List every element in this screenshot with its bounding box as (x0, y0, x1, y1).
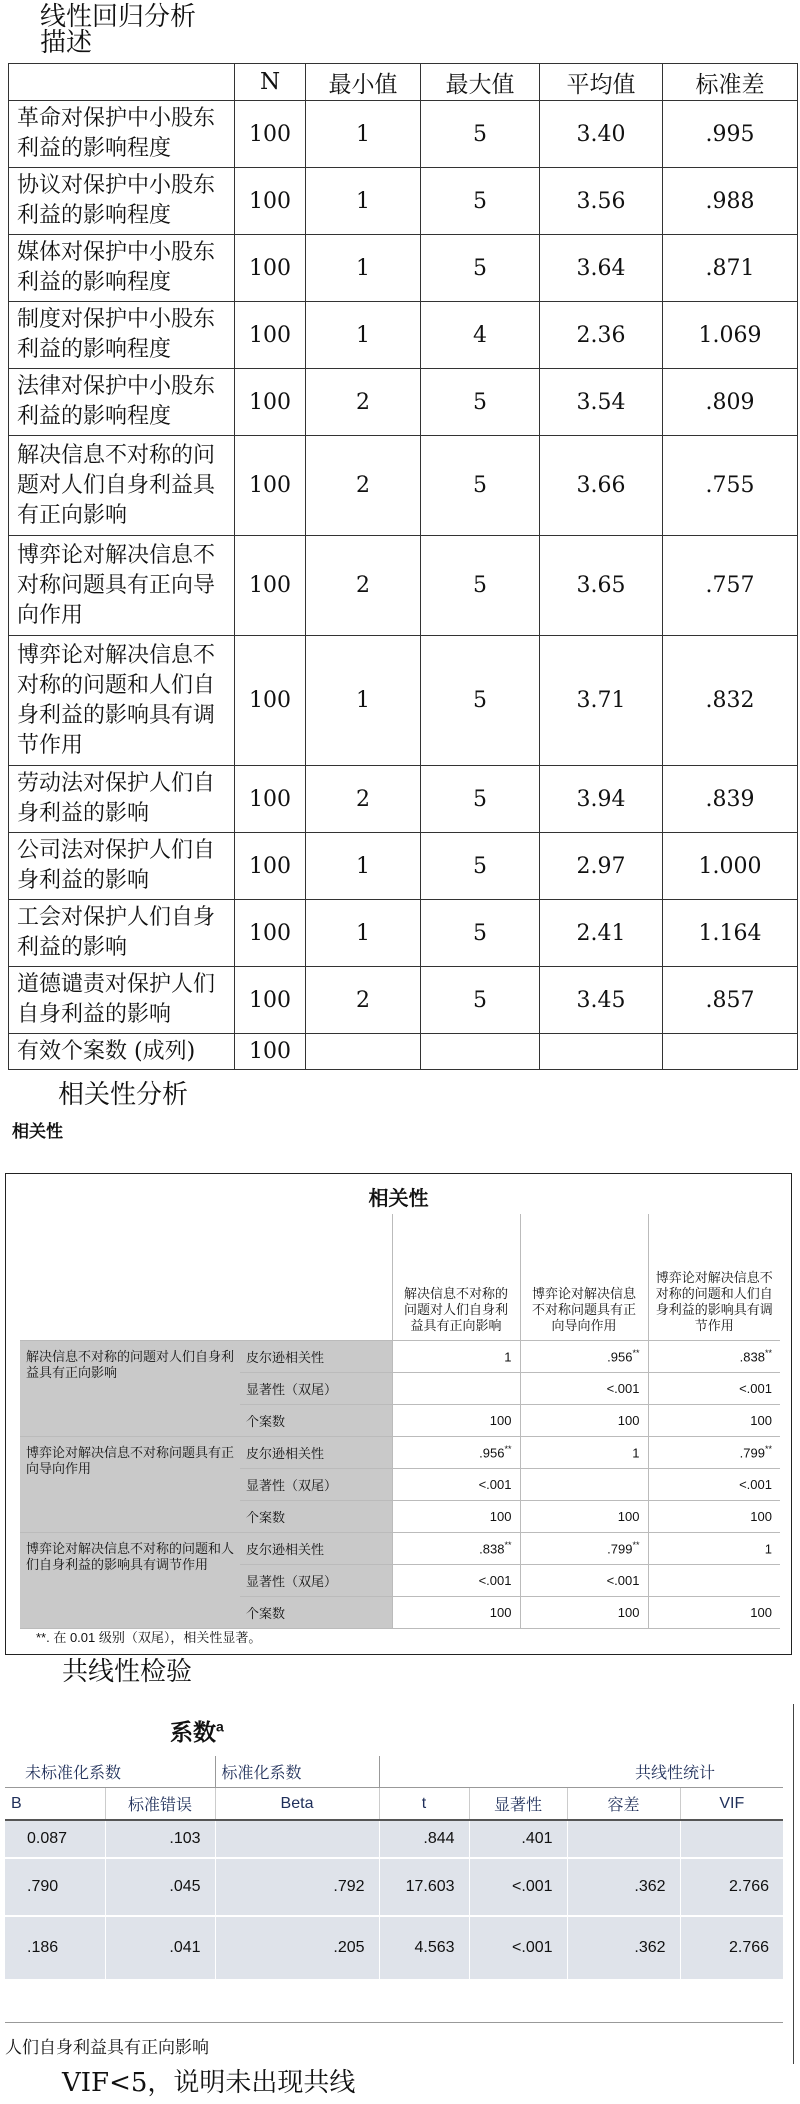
descriptive-row (9, 302, 798, 369)
descriptive-cell-sd: 1.164 (663, 900, 798, 967)
descriptive-row-label: 博弈论对解决信息不对称问题具有正向导向作用 (9, 536, 235, 636)
correlation-stat-label: 显著性（双尾） (240, 1565, 392, 1597)
coef-cell: .790 (5, 1858, 105, 1916)
descriptive-cell-n: 100 (235, 766, 306, 833)
descriptive-cell-sd: .832 (663, 636, 798, 766)
correlation-row-label: 博弈论对解决信息不对称问题具有正向导向作用 (20, 1437, 240, 1533)
descriptive-cell-max: 5 (421, 369, 540, 436)
coef-cell: 0.087 (5, 1820, 105, 1858)
correlation-stat-label: 皮尔逊相关性 (240, 1437, 392, 1469)
descriptive-cell-min: 2 (306, 369, 421, 436)
significance-marker: ** (504, 1444, 512, 1455)
descriptive-cell-mean: 3.64 (540, 235, 663, 302)
coef-cell: .792 (215, 1858, 379, 1916)
correlation-value: .956 (607, 1349, 633, 1365)
descriptive-cell-n: 100 (235, 636, 306, 766)
correlation-footnote: **. 在 0.01 级别（双尾），相关性显著。 (36, 1630, 262, 1645)
coef-cell: <.001 (469, 1858, 567, 1916)
descriptive-row (9, 101, 798, 168)
coefficients-screenshot (5, 1704, 794, 2064)
descriptive-cell-min (306, 1034, 421, 1070)
correlation-value: 100 (617, 1413, 640, 1428)
descriptive-row (9, 766, 798, 833)
descriptive-row-label: 媒体对保护中小股东利益的影响程度 (9, 235, 235, 302)
descriptive-cell-max: 4 (421, 302, 540, 369)
descriptive-cell-sd: .995 (663, 101, 798, 168)
correlation-row-label: 博弈论对解决信息不对称的问题和人们自身利益的影响具有调节作用 (20, 1533, 240, 1629)
correlation-stat-label: 个案数 (240, 1501, 392, 1533)
correlation-cell (392, 1469, 520, 1501)
descriptive-cell-max: 5 (421, 967, 540, 1034)
descriptive-col-header: 平均值 (540, 64, 663, 101)
descriptive-cell-sd: .839 (663, 766, 798, 833)
correlation-cell (648, 1341, 780, 1373)
correlation-cell (520, 1341, 648, 1373)
coefficients-title: 系数$^a$ (170, 1718, 224, 1745)
correlation-cell (648, 1373, 780, 1405)
correlation-value: 100 (750, 1509, 772, 1524)
correlation-value: 100 (489, 1509, 512, 1524)
descriptive-row-label: 道德谴责对保护人们自身利益的影响 (9, 967, 235, 1034)
descriptive-cell-min: 1 (306, 235, 421, 302)
correlation-value: 100 (617, 1605, 640, 1620)
coef-col-header: 标准错误 (105, 1788, 215, 1821)
descriptive-cell-mean: 2.36 (540, 302, 663, 369)
descriptive-cell-n: 100 (235, 1034, 306, 1070)
correlation-value: 1 (764, 1541, 772, 1557)
descriptive-cell-min: 2 (306, 536, 421, 636)
coef-cell: .186 (5, 1916, 105, 1979)
coef-cell: .362 (567, 1858, 680, 1916)
descriptive-cell-n: 100 (235, 101, 306, 168)
descriptive-cell-sd: .757 (663, 536, 798, 636)
descriptive-cell-mean: 3.65 (540, 536, 663, 636)
descriptive-cell-sd (663, 1034, 798, 1070)
correlation-screenshot (5, 1173, 792, 1655)
descriptive-row (9, 369, 798, 436)
descriptive-cell-mean (540, 1034, 663, 1070)
correlation-cell (392, 1565, 520, 1597)
correlation-value: <.001 (606, 1381, 640, 1396)
coefficients-row (5, 1858, 783, 1916)
significance-marker: ** (632, 1348, 640, 1359)
descriptive-cell-mean: 2.41 (540, 900, 663, 967)
heading-descriptive: 描述 (40, 28, 93, 58)
correlation-small-title: 相关性 (12, 1122, 63, 1141)
descriptive-row-label: 协议对保护中小股东利益的影响程度 (9, 168, 235, 235)
descriptive-row-label: 解决信息不对称的问题对人们自身利益具有正向影响 (9, 436, 235, 536)
descriptive-cell-max (421, 1034, 540, 1070)
descriptive-col-header: 最小值 (306, 64, 421, 101)
coef-cell (567, 1820, 680, 1858)
descriptive-cell-min: 2 (306, 967, 421, 1034)
descriptive-cell-max: 5 (421, 636, 540, 766)
descriptive-cell-mean: 3.56 (540, 168, 663, 235)
descriptive-cell-sd: .988 (663, 168, 798, 235)
correlation-stat-label: 皮尔逊相关性 (240, 1533, 392, 1565)
descriptive-row (9, 235, 798, 302)
coefficients-row (5, 1916, 783, 1979)
descriptive-cell-min: 1 (306, 302, 421, 369)
descriptive-cell-mean: 3.66 (540, 436, 663, 536)
descriptive-row (9, 833, 798, 900)
coef-cell: .041 (105, 1916, 215, 1979)
correlation-value: <.001 (606, 1573, 640, 1588)
descriptive-cell-sd: 1.069 (663, 302, 798, 369)
coefficients-table (5, 1756, 783, 1979)
coef-cell (680, 1820, 783, 1858)
descriptive-col-header: 最大值 (421, 64, 540, 101)
descriptive-cell-max: 5 (421, 168, 540, 235)
correlation-corner (240, 1214, 392, 1341)
correlation-stat-label: 个案数 (240, 1405, 392, 1437)
coef-group-blank (379, 1756, 469, 1788)
descriptive-cell-mean: 3.54 (540, 369, 663, 436)
significance-marker: ** (504, 1540, 512, 1551)
coefficients-col-header-row (5, 1788, 783, 1821)
descriptive-cell-max: 5 (421, 436, 540, 536)
correlation-cell (520, 1405, 648, 1437)
descriptive-row-label: 公司法对保护人们自身利益的影响 (9, 833, 235, 900)
descriptive-col-header (9, 64, 235, 101)
coef-group-blank (469, 1756, 567, 1788)
descriptive-row (9, 168, 798, 235)
coefficients-footnote: 人们自身利益具有正向影响 (5, 2022, 783, 2058)
descriptive-cell-mean: 3.45 (540, 967, 663, 1034)
descriptive-cell-mean: 3.40 (540, 101, 663, 168)
descriptive-row (9, 636, 798, 766)
correlation-value: .838 (739, 1349, 765, 1365)
descriptive-cell-sd: 1.000 (663, 833, 798, 900)
correlation-value: 100 (750, 1605, 772, 1620)
correlation-value: 100 (489, 1605, 512, 1620)
correlation-cell (392, 1501, 520, 1533)
descriptive-cell-max: 5 (421, 536, 540, 636)
correlation-cell (648, 1565, 780, 1597)
descriptive-cell-n: 100 (235, 900, 306, 967)
coefficients-row (5, 1820, 783, 1858)
correlation-cell (520, 1469, 648, 1501)
correlation-cell (520, 1533, 648, 1565)
correlation-value: 1 (504, 1349, 512, 1365)
descriptive-cell-mean: 2.97 (540, 833, 663, 900)
coef-cell: .103 (105, 1820, 215, 1858)
correlation-stat-label: 皮尔逊相关性 (240, 1341, 392, 1373)
correlation-value: .838 (479, 1541, 505, 1557)
descriptive-row (9, 900, 798, 967)
heading-linear-regression: 线性回归分析 (40, 2, 197, 32)
descriptive-cell-min: 2 (306, 436, 421, 536)
heading-conclusion: VIF<5，说明未出现共线 (62, 2068, 356, 2098)
correlation-stat-label: 个案数 (240, 1597, 392, 1629)
correlation-value: .799 (739, 1445, 765, 1461)
coef-cell: .362 (567, 1916, 680, 1979)
correlation-cell (648, 1405, 780, 1437)
descriptive-cell-min: 1 (306, 101, 421, 168)
coef-col-header: VIF (680, 1788, 783, 1821)
descriptive-cell-max: 5 (421, 101, 540, 168)
correlation-cell (648, 1469, 780, 1501)
descriptive-cell-min: 1 (306, 636, 421, 766)
descriptive-cell-min: 1 (306, 833, 421, 900)
coef-cell: 2.766 (680, 1916, 783, 1979)
descriptive-cell-n: 100 (235, 302, 306, 369)
correlation-value: 1 (632, 1445, 640, 1461)
descriptive-row (9, 967, 798, 1034)
coef-cell: .045 (105, 1858, 215, 1916)
correlation-value: <.001 (739, 1477, 772, 1492)
heading-collinearity: 共线性检验 (62, 1657, 193, 1687)
descriptive-cell-n: 100 (235, 369, 306, 436)
descriptive-cell-sd: .809 (663, 369, 798, 436)
coef-group-unstd: 未标准化系数 (5, 1756, 215, 1788)
descriptive-cell-sd: .755 (663, 436, 798, 536)
correlation-value: 100 (617, 1509, 640, 1524)
descriptive-cell-n: 100 (235, 168, 306, 235)
coef-cell: .401 (469, 1820, 567, 1858)
correlation-title: 相关性 (368, 1188, 429, 1210)
descriptive-row-label: 工会对保护人们自身利益的影响 (9, 900, 235, 967)
descriptive-row-label: 有效个案数 (成列) (9, 1034, 235, 1070)
descriptive-cell-max: 5 (421, 833, 540, 900)
descriptive-row-label: 制度对保护中小股东利益的影响程度 (9, 302, 235, 369)
correlation-value: 100 (750, 1413, 772, 1428)
coef-group-collin: 共线性统计 (567, 1756, 783, 1788)
correlation-value: <.001 (478, 1573, 512, 1588)
correlation-cell (392, 1533, 520, 1565)
correlation-cell (392, 1405, 520, 1437)
correlation-value: <.001 (478, 1477, 512, 1492)
correlation-row-label: 解决信息不对称的问题对人们自身利益具有正向影响 (20, 1341, 240, 1437)
descriptive-row (9, 436, 798, 536)
correlation-cell (520, 1597, 648, 1629)
correlation-cell (392, 1437, 520, 1469)
descriptive-cell-min: 1 (306, 168, 421, 235)
descriptive-cell-n: 100 (235, 436, 306, 536)
significance-marker: ** (764, 1348, 772, 1359)
coef-col-header: 显著性 (469, 1788, 567, 1821)
descriptive-col-header: N (235, 64, 306, 101)
descriptive-cell-n: 100 (235, 967, 306, 1034)
coef-cell: 4.563 (379, 1916, 469, 1979)
descriptive-cell-sd: .857 (663, 967, 798, 1034)
correlation-row (20, 1437, 780, 1469)
correlation-cell (648, 1597, 780, 1629)
coef-cell: .844 (379, 1820, 469, 1858)
correlation-table (20, 1214, 780, 1629)
coef-col-header: t (379, 1788, 469, 1821)
correlation-col-header: 解决信息不对称的问题对人们自身利益具有正向影响 (392, 1214, 520, 1341)
descriptive-row (9, 1034, 798, 1070)
correlation-stat-label: 显著性（双尾） (240, 1373, 392, 1405)
descriptive-row-label: 劳动法对保护人们自身利益的影响 (9, 766, 235, 833)
correlation-cell (648, 1437, 780, 1469)
descriptive-header-row (9, 64, 798, 101)
correlation-corner (20, 1214, 240, 1341)
correlation-value: .799 (607, 1541, 633, 1557)
coef-cell: .205 (215, 1916, 379, 1979)
correlation-stat-label: 显著性（双尾） (240, 1469, 392, 1501)
correlation-cell (648, 1533, 780, 1565)
heading-correlation-analysis: 相关性分析 (58, 1080, 189, 1110)
correlation-value: .956 (479, 1445, 505, 1461)
descriptive-row-label: 革命对保护中小股东利益的影响程度 (9, 101, 235, 168)
coef-cell (215, 1820, 379, 1858)
coef-cell: 17.603 (379, 1858, 469, 1916)
correlation-row (20, 1341, 780, 1373)
coef-group-std: 标准化系数 (215, 1756, 379, 1788)
coefficients-group-header-row (5, 1756, 783, 1788)
correlation-cell (392, 1373, 520, 1405)
coef-col-header: B (5, 1788, 105, 1821)
descriptive-col-header: 标准差 (663, 64, 798, 101)
descriptive-row-label: 法律对保护中小股东利益的影响程度 (9, 369, 235, 436)
descriptive-cell-n: 100 (235, 235, 306, 302)
coef-cell: 2.766 (680, 1858, 783, 1916)
significance-marker: ** (764, 1444, 772, 1455)
descriptive-row (9, 536, 798, 636)
descriptive-table (8, 63, 798, 1070)
coef-col-header: 容差 (567, 1788, 680, 1821)
descriptive-cell-n: 100 (235, 536, 306, 636)
correlation-cell (520, 1373, 648, 1405)
descriptive-cell-max: 5 (421, 235, 540, 302)
correlation-cell (392, 1597, 520, 1629)
correlation-cell (648, 1501, 780, 1533)
descriptive-cell-min: 1 (306, 900, 421, 967)
descriptive-cell-max: 5 (421, 900, 540, 967)
correlation-row (20, 1533, 780, 1565)
descriptive-cell-max: 5 (421, 766, 540, 833)
descriptive-cell-sd: .871 (663, 235, 798, 302)
correlation-cell (392, 1341, 520, 1373)
descriptive-row-label: 博弈论对解决信息不对称的问题和人们自身利益的影响具有调节作用 (9, 636, 235, 766)
correlation-value: <.001 (739, 1381, 772, 1396)
correlation-cell (520, 1437, 648, 1469)
correlation-value: 100 (489, 1413, 512, 1428)
correlation-cell (520, 1501, 648, 1533)
correlation-col-header: 博弈论对解决信息不对称问题具有正向导向作用 (520, 1214, 648, 1341)
coef-col-header: Beta (215, 1788, 379, 1821)
descriptive-cell-min: 2 (306, 766, 421, 833)
descriptive-cell-n: 100 (235, 833, 306, 900)
coef-cell: <.001 (469, 1916, 567, 1979)
significance-marker: ** (632, 1540, 640, 1551)
descriptive-cell-mean: 3.71 (540, 636, 663, 766)
correlation-col-header: 博弈论对解决信息不对称的问题和人们自身利益的影响具有调节作用 (648, 1214, 780, 1341)
correlation-header-row (20, 1214, 780, 1341)
descriptive-cell-mean: 3.94 (540, 766, 663, 833)
correlation-cell (520, 1565, 648, 1597)
